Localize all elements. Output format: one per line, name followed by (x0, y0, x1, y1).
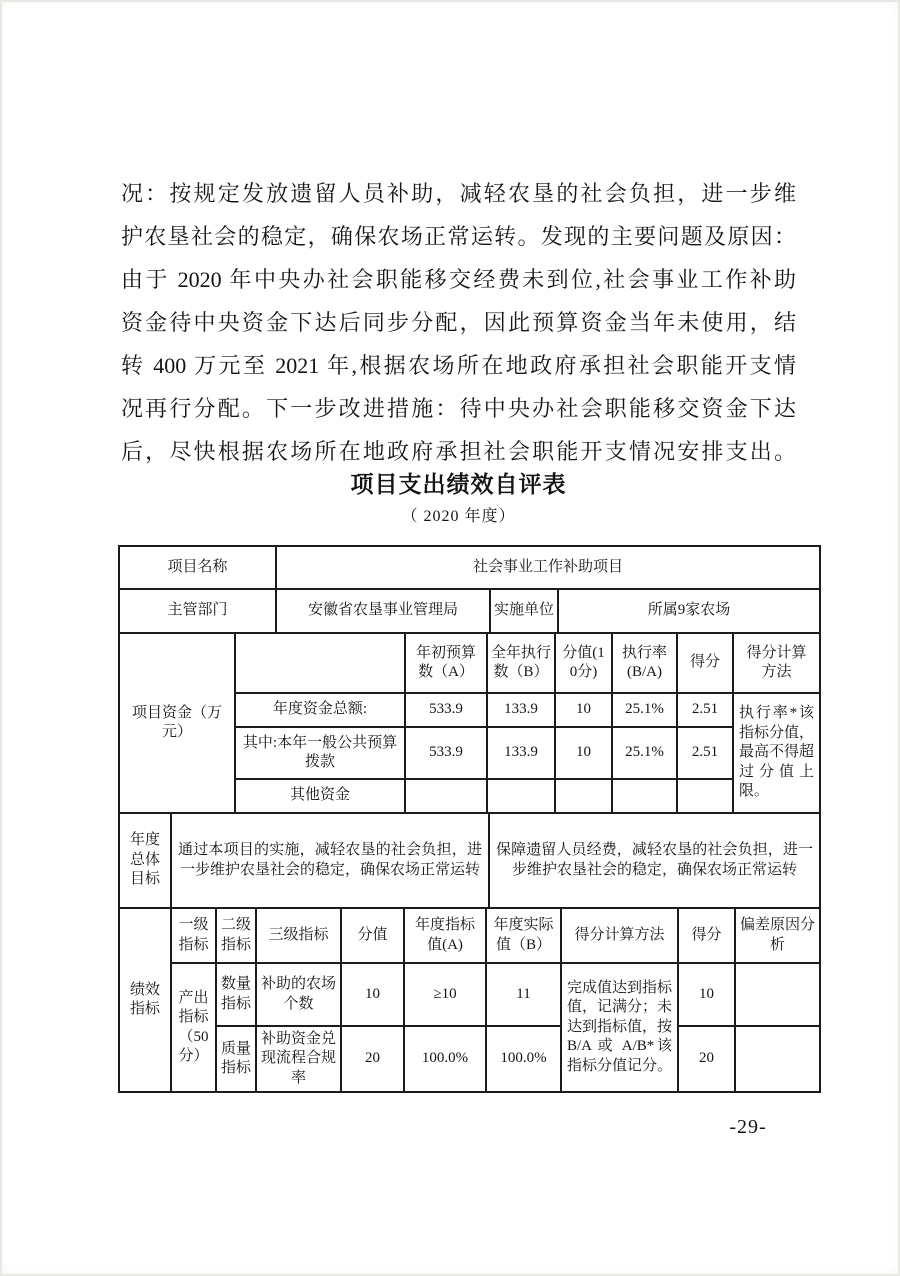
indicators-header-target-cell: 年度指标值(A) (404, 908, 486, 963)
indicator-deviation-cell (735, 1026, 820, 1092)
funds-header-rate-cell: 执行率(B/A) (612, 633, 677, 693)
funds-value-cell: 533.9 (405, 727, 487, 779)
paragraph-line: 况再行分配。下一步改进措施：待中央办社会职能移交资金下达 (121, 396, 796, 421)
funds-value-cell (612, 779, 677, 813)
paragraph-line: 资金待中央资金下达后同步分配，因此预算资金当年未使用，结 (121, 310, 796, 335)
project-funds-table (118, 632, 821, 814)
funds-value-cell: 133.9 (487, 693, 555, 727)
indicators-header-level3-cell: 三级指标 (256, 908, 341, 963)
paragraph-line: 护农垦社会的稳定，确保农场正常运转。发现的主要问题及原因： (121, 224, 796, 249)
funds-section-label-cell: 项目资金（万元） (119, 633, 235, 813)
funds-row-label-cell: 其中:本年一般公共预算拨款 (235, 727, 405, 779)
funds-header-budget-cell: 年初预算数（A） (405, 633, 487, 693)
page-number: -29- (729, 1116, 767, 1138)
annual-goal-table (118, 812, 821, 909)
table-row (119, 908, 820, 963)
funds-value-cell: 133.9 (487, 727, 555, 779)
funds-row-label-cell: 年度资金总额: (235, 693, 405, 727)
funds-calc-method-cell: 执行率*该指标分值，最高不得超过分值上限。 (733, 693, 820, 813)
funds-header-calc-method-cell: 得分计算方法 (733, 633, 820, 693)
document-title: 项目支出绩效自评表 (350, 471, 567, 497)
indicators-header-deviation-cell: 偏差原因分析 (735, 908, 820, 963)
table-row (119, 633, 820, 693)
project-name-value-cell: 社会事业工作补助项目 (276, 546, 820, 589)
funds-value-cell: 25.1% (612, 727, 677, 779)
funds-value-cell: 2.51 (677, 727, 733, 779)
indicators-header-calc-method-cell: 得分计算方法 (561, 908, 678, 963)
funds-header-points-cell: 分值(10分) (555, 633, 612, 693)
indicators-header-level2-cell: 二级指标 (216, 908, 256, 963)
table-row (119, 963, 820, 1026)
indicator-actual-cell: 11 (486, 963, 561, 1026)
indicator-points-cell: 10 (341, 963, 404, 1026)
annual-goal-label-cell: 年度总体目标 (119, 813, 171, 908)
indicators-header-points-cell: 分值 (341, 908, 404, 963)
indicator-actual-cell: 100.0% (486, 1026, 561, 1092)
funds-value-cell (487, 779, 555, 813)
indicators-header-level1-cell: 一级指标 (171, 908, 216, 963)
funds-value-cell: 533.9 (405, 693, 487, 727)
dept-value-cell: 安徽省农垦事业管理局 (276, 589, 490, 633)
table-row (119, 1026, 820, 1092)
funds-value-cell: 10 (555, 727, 612, 779)
indicators-calc-method-cell: 完成值达到指标值，记满分；未达到指标值，按B/A 或 A/B*该指标分值记分。 (561, 963, 678, 1092)
funds-header-executed-cell: 全年执行数（B） (487, 633, 555, 693)
funds-value-cell: 10 (555, 693, 612, 727)
paragraph-line: 况：按规定发放遗留人员补助，减轻农垦的社会负担，进一步维 (121, 181, 796, 206)
annual-goal-actual-cell: 保障遗留人员经费，减轻农垦的社会负担，进一步维护农垦社会的稳定，确保农场正常运转 (489, 813, 820, 908)
funds-value-cell (677, 779, 733, 813)
funds-header-score-cell: 得分 (677, 633, 733, 693)
document-subtitle: （ 2020 年度） (401, 508, 516, 525)
indicator-points-cell: 20 (341, 1026, 404, 1092)
annual-goal-planned-cell: 通过本项目的实施，减轻农垦的社会负担，进一步维护农垦社会的稳定，确保农场正常运转 (171, 813, 489, 908)
funds-value-cell (405, 779, 487, 813)
body-paragraph (121, 172, 796, 473)
indicator-target-cell: ≥10 (404, 963, 486, 1026)
table-row (119, 589, 820, 633)
indicator-level3-cell: 补助的农场个数 (256, 963, 341, 1026)
funds-value-cell (555, 779, 612, 813)
indicator-level2-cell: 质量指标 (216, 1026, 256, 1092)
indicator-score-cell: 20 (678, 1026, 735, 1092)
indicator-target-cell: 100.0% (404, 1026, 486, 1092)
project-name-label-cell: 项目名称 (119, 546, 276, 589)
performance-indicators-table (118, 907, 821, 1093)
indicators-level1-value-cell: 产出指标（50分） (171, 963, 216, 1092)
paragraph-line: 后，尽快根据农场所在地政府承担社会职能开支情况安排支出。 (121, 439, 796, 464)
indicator-level3-cell: 补助资金兑现流程合规率 (256, 1026, 341, 1092)
indicator-level2-cell: 数量指标 (216, 963, 256, 1026)
self-evaluation-table (118, 545, 819, 1093)
dept-label-cell: 主管部门 (119, 589, 276, 633)
impl-unit-value-cell: 所属9家农场 (558, 589, 820, 633)
indicator-deviation-cell (735, 963, 820, 1026)
paragraph-line: 由于 2020 年中央办社会职能移交经费未到位,社会事业工作补助 (121, 267, 796, 292)
paragraph-line: 转 400 万元至 2021 年,根据农场所在地政府承担社会职能开支情 (121, 353, 796, 378)
impl-unit-label-cell: 实施单位 (490, 589, 558, 633)
indicators-header-score-cell: 得分 (678, 908, 735, 963)
indicators-section-label-cell: 绩效指标 (119, 908, 171, 1092)
funds-value-cell: 25.1% (612, 693, 677, 727)
indicators-header-actual-cell: 年度实际值（B） (486, 908, 561, 963)
table-row (119, 813, 820, 908)
funds-row-label-cell: 其他资金 (235, 779, 405, 813)
funds-empty-header-cell (235, 633, 405, 693)
indicator-score-cell: 10 (678, 963, 735, 1026)
funds-value-cell: 2.51 (677, 693, 733, 727)
table-row (119, 546, 820, 589)
basic-info-table (118, 545, 821, 634)
